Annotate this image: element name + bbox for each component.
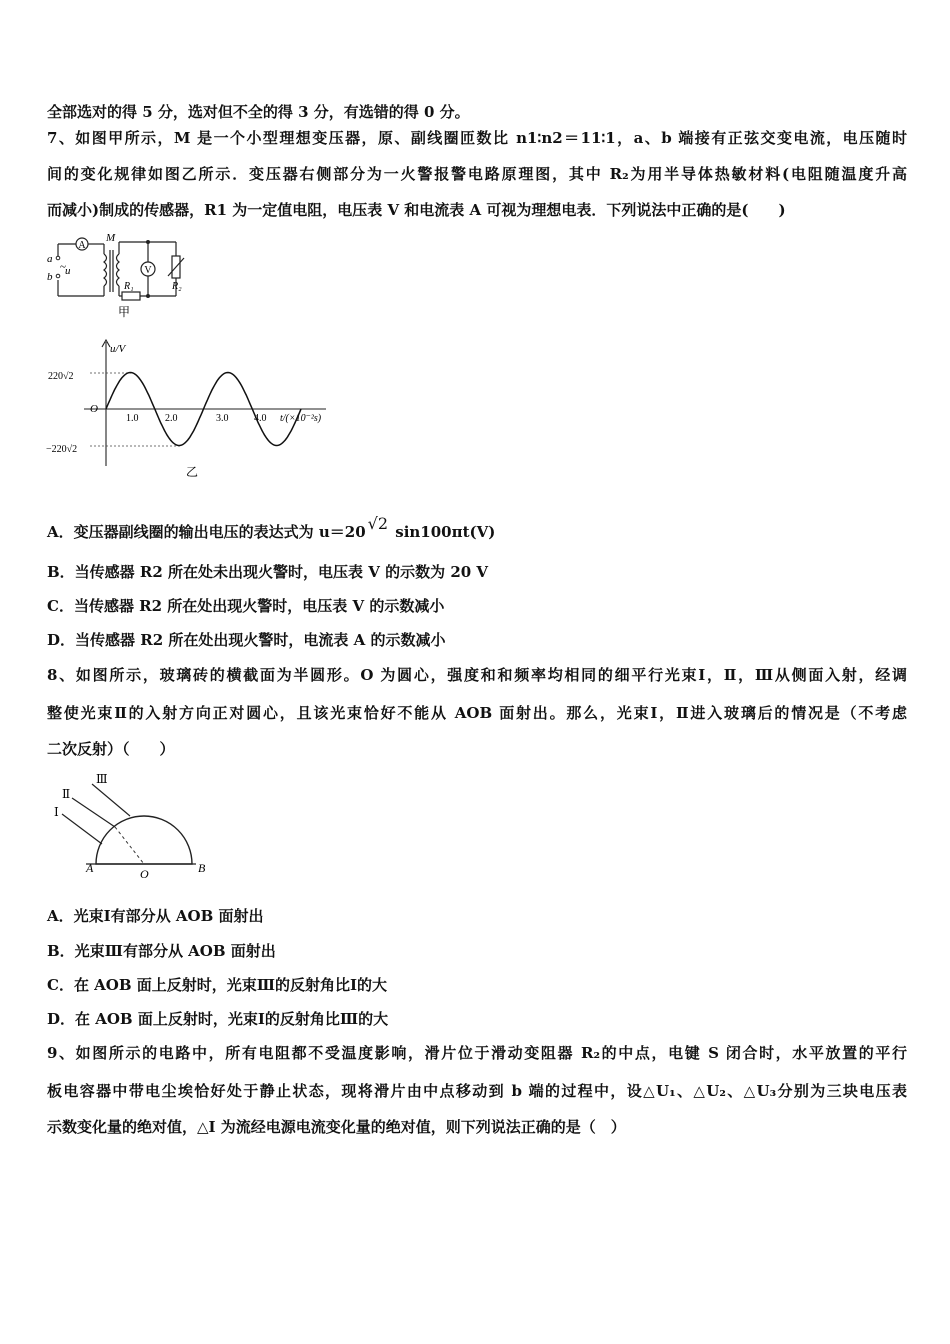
q7-stem-line-3: 而减小)制成的传感器，R1 为一定值电阻，电压表 V 和电流表 A 可视为理想电表．下列说法中正确的是( ) xyxy=(47,201,786,219)
q7-option-a-prefix: A．变压器副线圈的输出电压的表达式为 u＝20 xyxy=(47,523,366,541)
ray-1 xyxy=(62,814,102,844)
r2-label: R₂ xyxy=(172,281,182,292)
transformer-label: M xyxy=(106,232,116,244)
r1-label: R₁ xyxy=(124,281,134,292)
q8-stem-line-1: 8、如图所示，玻璃砖的横截面为半圆形。O 为圆心，强度和和频率均相同的细平行光束Ⅰ，Ⅱ，Ⅲ从侧面入射，经调 xyxy=(47,666,907,684)
origin-label: O xyxy=(90,403,98,415)
x-tick-3: 3.0 xyxy=(216,413,229,424)
q8-semicircle-figure xyxy=(46,770,226,880)
x-tick-4: 4.0 xyxy=(254,413,267,424)
y-axis-label: u/V xyxy=(110,343,126,355)
q8-option-b: B．光束Ⅲ有部分从 AOB 面射出 xyxy=(47,942,276,960)
q7-stem-line-1: 7、如图甲所示，M 是一个小型理想变压器，原、副线圈匝数比 n1∶n2＝11∶1，a、b 端接有正弦交变电流，电压随时 xyxy=(47,129,907,147)
x-tick-1: 1.0 xyxy=(126,413,139,424)
figure-jia-caption: 甲 xyxy=(118,305,131,319)
ac-source-symbol: ~ xyxy=(60,261,66,273)
point-a-label: A xyxy=(86,861,94,875)
q9-stem-line-2: 板电容器中带电尘埃恰好处于静止状态，现将滑片由中点移动到 b 端的过程中，设△U₁、△U₂、△U₃分别为三块电压表 xyxy=(47,1082,907,1100)
x-tick-2: 2.0 xyxy=(165,413,178,424)
point-o-label: O xyxy=(140,867,149,880)
point-b-label: B xyxy=(198,861,206,875)
q8-option-d: D．在 AOB 面上反射时，光束Ⅰ的反射角比Ⅲ的大 xyxy=(47,1010,389,1028)
ray-3 xyxy=(92,784,130,816)
ray-2-inside xyxy=(115,827,144,864)
q7-option-a xyxy=(47,514,907,542)
q7-circuit-figure xyxy=(44,230,204,322)
figure-yi-caption: 乙 xyxy=(186,465,199,479)
q7-stem-line-2: 间的变化规律如图乙所示．变压器右侧部分为一火警报警电路原理图，其中 R₂为用半导体热敏材料(电阻随温度升高 xyxy=(47,165,907,183)
q7-option-d: D．当传感器 R2 所在处出现火警时，电流表 A 的示数减小 xyxy=(47,631,446,649)
q7-option-a-suffix: sin100πt(V) xyxy=(390,523,496,541)
q8-stem-line-3: 二次反射）（ ） xyxy=(47,740,175,758)
x-axis-label: t/(×10⁻²s) xyxy=(280,413,322,424)
intro-text: 全部选对的得 5 分，选对但不全的得 3 分，有选错的得 0 分。 xyxy=(47,103,470,121)
q9-stem-line-3: 示数变化量的绝对值，△I 为流经电源电流变化量的绝对值，则下列说法正确的是（ ） xyxy=(47,1118,626,1136)
y-tick-negative: −220√2 xyxy=(46,444,78,455)
q8-stem-line-2: 整使光束Ⅱ的入射方向正对圆心，且该光束恰好不能从 AOB 面射出。那么，光束Ⅰ，Ⅱ进入玻璃后的情况是（不考虑 xyxy=(47,704,907,722)
y-tick-positive: 220√2 xyxy=(48,371,74,382)
ray-3-label: Ⅲ xyxy=(96,772,108,786)
terminal-a-label: a xyxy=(47,253,53,265)
q7-option-b: B．当传感器 R2 所在处未出现火警时，电压表 V 的示数为 20 V xyxy=(47,563,489,581)
source-u-label: u xyxy=(65,265,71,277)
ray-1-label: Ⅰ xyxy=(54,805,59,819)
sqrt-two-symbol: √2 xyxy=(367,514,389,533)
q7-voltage-chart xyxy=(44,338,334,483)
voltmeter-label: V xyxy=(144,265,152,276)
q7-option-c: C．当传感器 R2 所在处出现火警时，电压表 V 的示数减小 xyxy=(47,597,445,615)
q9-stem-line-1: 9、如图所示的电路中，所有电阻都不受温度影响，滑片位于滑动变阻器 R₂的中点，电键 S 闭合时，水平放置的平行 xyxy=(47,1044,907,1062)
ray-2-label: Ⅱ xyxy=(62,787,71,801)
ray-2 xyxy=(72,798,115,827)
terminal-b-label: b xyxy=(47,271,53,283)
ammeter-label: A xyxy=(78,240,86,251)
q8-option-c: C．在 AOB 面上反射时，光束Ⅲ的反射角比Ⅰ的大 xyxy=(47,976,388,994)
q8-option-a: A．光束Ⅰ有部分从 AOB 面射出 xyxy=(47,907,264,925)
